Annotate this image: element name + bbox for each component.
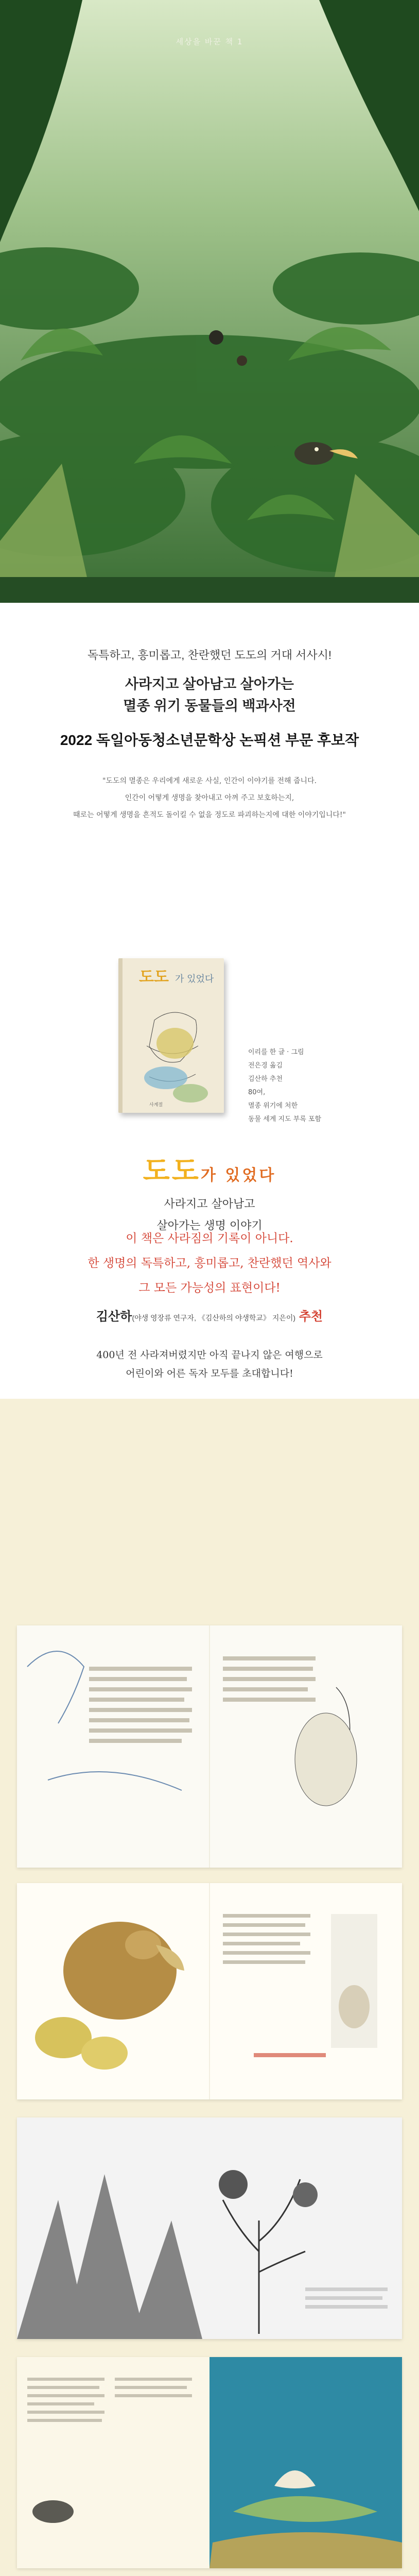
hook-text: 독특하고, 흥미롭고, 찬란했던 도도의 거대 서사시! — [88, 649, 331, 662]
book-info-line: 멸종 위기에 처한 — [248, 1102, 298, 1110]
spread-forest — [17, 2117, 402, 2339]
book-info-line: 전은경 옮김 — [248, 1062, 283, 1070]
title-logo — [0, 1149, 419, 1189]
recommend-mark: 추천 — [295, 1310, 323, 1324]
spread-dodo-history — [17, 1625, 402, 1868]
spread-ocean-map — [17, 2357, 402, 2568]
spread-illustration — [17, 1883, 402, 2099]
quote-line: "도도의 멸종은 우리에게 새로운 사실, 인간이 이야기를 전해 줍니다. — [102, 777, 317, 785]
logo-small: 가 있었다 — [200, 1166, 276, 1184]
title-line1: 사라지고 살아남고 살아가는 — [125, 676, 294, 692]
spread-illustration — [17, 2117, 402, 2339]
recommender-desc: (야생 영장류 연구자, 《김산하의 야생학교》 지은이) — [132, 1314, 296, 1322]
invite-line1: 400년 전 사라져버렸지만 아직 끝나지 않은 여행으로 — [96, 1349, 323, 1361]
praise-line2: 한 생명의 독특하고, 흥미롭고, 찬란했던 역사와 — [88, 1257, 331, 1270]
book-info — [248, 1046, 321, 1126]
svg-text:도도: 도도 — [139, 968, 169, 986]
praise-line1: 이 책은 사라짐의 기록이 아니다. — [126, 1232, 293, 1245]
series-label: 세상을 바꾼 책 1 — [176, 37, 243, 46]
subtitle-line1: 사라지고 살아남고 — [164, 1198, 255, 1211]
book-info-line: 김산하 추천 — [248, 1075, 283, 1083]
book-cover — [118, 958, 224, 1113]
recommendation-section — [0, 1229, 419, 1383]
book-info-line: 이리를 한 글 · 그림 — [248, 1048, 304, 1056]
recommender-name: 김산하 — [96, 1310, 132, 1324]
spread-illustration — [17, 1625, 402, 1868]
award-text: 2022 독일아동청소년문학상 논픽션 부문 후보작 — [60, 732, 359, 748]
book-info-line: 80여, — [248, 1089, 266, 1096]
hero-illustration — [0, 0, 419, 603]
logo-main: 도도 — [143, 1154, 201, 1187]
quote-line: 인간이 어떻게 생명을 찾아내고 아껴 주고 보호하는지, — [125, 794, 294, 802]
svg-text:가 있었다: 가 있었다 — [175, 974, 214, 985]
title-line2: 멸종 위기 동물들의 백과사전 — [123, 698, 296, 714]
invite-line2: 어린이와 어른 독자 모두를 초대합니다! — [126, 1368, 293, 1379]
praise-line3: 그 모든 가능성의 표현이다! — [138, 1281, 281, 1295]
quote-line: 때로는 어떻게 생명을 흔적도 돌이킬 수 없을 정도로 파괴하는지에 대한 이야기입니다!" — [73, 811, 346, 819]
subtitle-line2: 살아가는 생명 이야기 — [156, 1219, 263, 1232]
intro-section — [0, 603, 419, 1232]
book-info-line: 동물 세계 지도 부록 포함 — [248, 1115, 322, 1123]
spread-illustration — [17, 2357, 402, 2568]
jungle-illustration — [0, 0, 419, 603]
recommender — [0, 1306, 419, 1324]
quote-block — [57, 773, 362, 824]
preview-section — [0, 1399, 419, 2576]
dodo-cover-illustration — [118, 958, 224, 1113]
svg-text:사계절: 사계절 — [149, 1103, 163, 1108]
spread-dodo-portrait — [17, 1883, 402, 2099]
